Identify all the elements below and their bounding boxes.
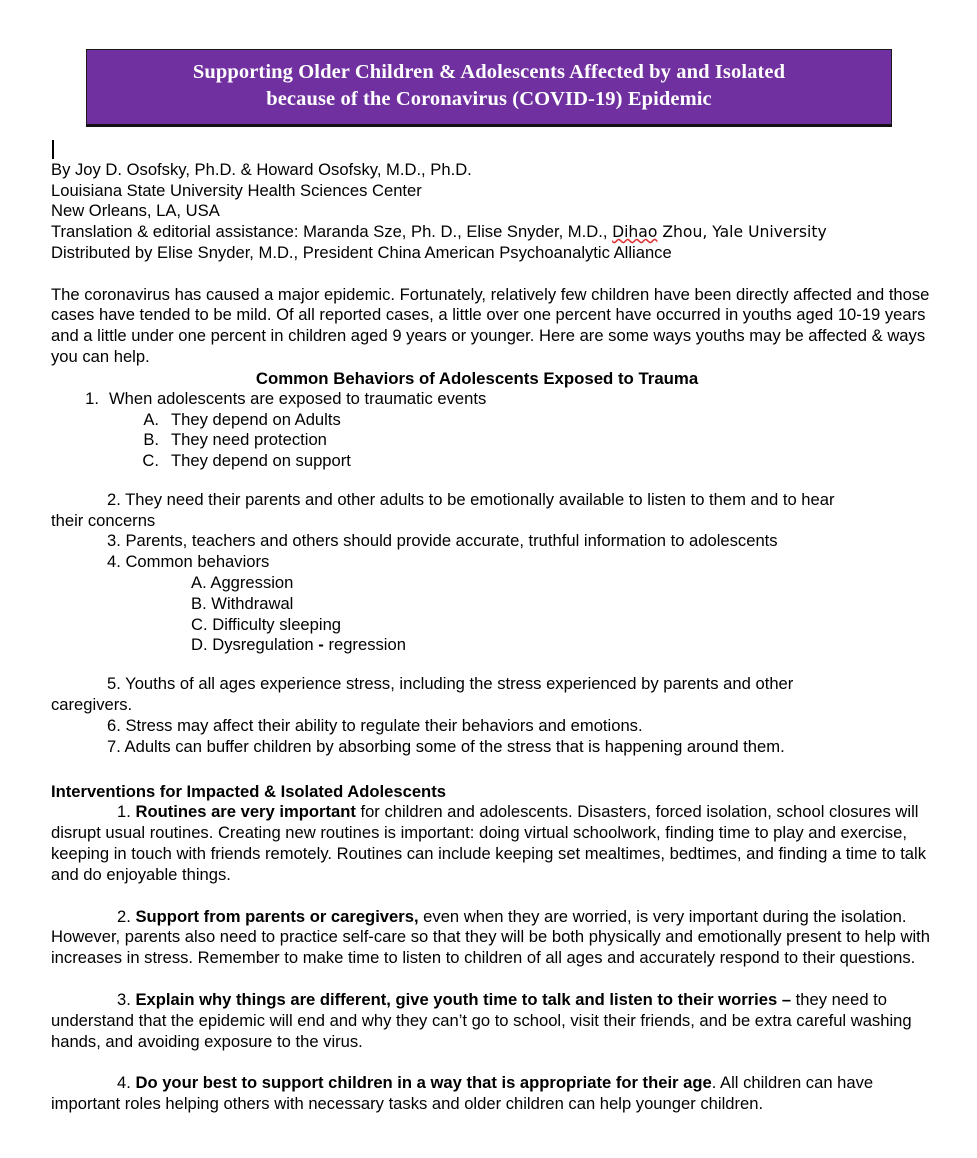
- spacer: [51, 969, 931, 990]
- item-4-subitem-c: C. Difficulty sleeping: [191, 614, 342, 634]
- intervention-paragraph-2: [51, 907, 931, 969]
- intervention-paragraph-4: [51, 1073, 931, 1115]
- common-behaviors-item-6: [51, 716, 931, 737]
- byline-distributed: Distributed by Elise Snyder, M.D., President China American Psychoanalytic Alliance: [51, 242, 672, 262]
- subitem-d-suffix: regression: [328, 635, 406, 655]
- item-3-text: 3. Parents, teachers and others should provide accurate, truthful information to adolescents: [107, 531, 778, 551]
- paragraph-number: 4.: [117, 1073, 131, 1093]
- list-item-text: They depend on support: [171, 451, 351, 471]
- translation-suffix: Zhou, Yale University: [657, 223, 827, 242]
- list-item: [51, 389, 931, 410]
- paragraph-number: 1.: [117, 802, 131, 822]
- spacer: [51, 472, 931, 490]
- paragraph-body: for children and adolescents. Disasters, forced isolation, school closures will disrupt usual routines. Creating new routines is important: doing virtual schoolwork, finding time to play and exercise, keeping in touch with friends remotely. Routines can include keeping set mealtimes, bedtimes, and finding a time to talk and do enjoyable things.: [51, 802, 927, 884]
- paragraph-body: even when they are worried, is very important during the isolation. However, parents also need to practice self-care so that they will be both physically and emotionally present to help with increases in stress. Remember to make time to listen to children of all ages and accurately respond to their questions.: [51, 906, 931, 968]
- list-marker: B.: [143, 430, 159, 450]
- item-4-subitem-d: [51, 635, 931, 656]
- item-2-first-line: 2. They need their parents and other adults to be emotionally available to listen to them and to hear: [107, 489, 835, 509]
- byline-authors: By Joy D. Osofsky, Ph.D. & Howard Osofsky, M.D., Ph.D.: [51, 160, 472, 179]
- common-behaviors-item-2: [51, 490, 931, 532]
- list-marker: 1.: [85, 388, 99, 408]
- list-item: [51, 451, 931, 472]
- subitem-d-text: D. Dysregulation: [191, 635, 314, 655]
- section-heading-common-behaviors: Common Behaviors of Adolescents Exposed to Trauma: [255, 368, 699, 388]
- translation-misspelled-name: Dihao: [612, 223, 658, 242]
- list-item: [51, 430, 931, 451]
- spacer: [51, 656, 931, 674]
- common-behaviors-item-5: [51, 674, 931, 716]
- list-item-text: They depend on Adults: [171, 409, 341, 429]
- list-item-text: They need protection: [171, 430, 327, 450]
- spacer: [51, 264, 931, 285]
- spacer: [51, 1052, 931, 1073]
- item-4-text: 4. Common behaviors: [107, 552, 270, 572]
- common-behaviors-item-4: [51, 552, 931, 573]
- intervention-paragraph-3: [51, 990, 931, 1052]
- translation-prefix: Translation & editorial assistance: Maranda Sze, Ph. D., Elise Snyder, M.D.,: [51, 222, 613, 242]
- list-marker: A.: [143, 409, 159, 429]
- list-item-text: When adolescents are exposed to traumatic events: [109, 388, 487, 408]
- list-marker: C.: [142, 451, 159, 471]
- item-6-text: 6. Stress may affect their ability to regulate their behaviors and emotions.: [107, 715, 643, 735]
- document-body: [51, 140, 931, 1115]
- intervention-paragraph-1: [51, 802, 931, 885]
- byline-institution: Louisiana State University Health Sciences Center: [51, 180, 422, 200]
- list-item: [51, 410, 931, 431]
- item-2-continuation: their concerns: [51, 510, 156, 530]
- spacer: [51, 886, 931, 907]
- section-heading-interventions: Interventions for Impacted & Isolated Adolescents: [51, 782, 446, 802]
- text-cursor-caret: [52, 140, 54, 159]
- paragraph-number: 3.: [117, 990, 131, 1010]
- title-line-1: Supporting Older Children & Adolescents Affected by and Isolated: [192, 61, 786, 83]
- paragraph-lead-in: Do your best to support children in a way that is appropriate for their age: [135, 1073, 712, 1093]
- item-4-subitem-b: B. Withdrawal: [191, 593, 294, 613]
- common-behaviors-list: [51, 389, 931, 410]
- item-5-continuation: caregivers.: [51, 695, 133, 715]
- item-7-text: 7. Adults can buffer children by absorbing some of the stress that is happening around them.: [107, 736, 785, 756]
- title-banner: [86, 49, 892, 127]
- common-behaviors-sublist: [51, 410, 931, 472]
- paragraph-lead-in: Routines are very important: [135, 802, 356, 822]
- byline-location: New Orleans, LA, USA: [51, 201, 220, 221]
- byline-translation: [51, 222, 931, 243]
- common-behaviors-item-3: [51, 531, 931, 552]
- common-behaviors-item-7: [51, 737, 931, 758]
- paragraph-number: 2.: [117, 906, 131, 926]
- subitem-d-separator: -: [318, 635, 324, 655]
- item-4-subitem-a: A. Aggression: [191, 573, 294, 593]
- item-5-first-line: 5. Youths of all ages experience stress, including the stress experienced by parents and other: [107, 674, 794, 694]
- title-line-2: because of the Coronavirus (COVID-19) Epidemic: [266, 88, 712, 110]
- paragraph-lead-in: Explain why things are different, give youth time to talk and listen to their worries –: [135, 990, 792, 1010]
- intro-paragraph: The coronavirus has caused a major epidemic. Fortunately, relatively few children have been directly affected and those cases have tended to be mild. Of all reported cases, a little over one percent have occurred in youths aged 10-19 years and a little under one percent in children aged 9 years or younger. Here are some ways youths may be affected & ways you can help.: [51, 284, 930, 366]
- paragraph-body: they need to understand that the epidemic will end and why they can’t go to school, visit their friends, and be extra careful washing hands, and avoiding exposure to the virus.: [51, 990, 912, 1051]
- spacer: [51, 757, 931, 781]
- paragraph-body: . All children can have important roles helping others with necessary tasks and older children can help younger children.: [51, 1073, 874, 1114]
- paragraph-lead-in: Support from parents or caregivers,: [135, 906, 419, 926]
